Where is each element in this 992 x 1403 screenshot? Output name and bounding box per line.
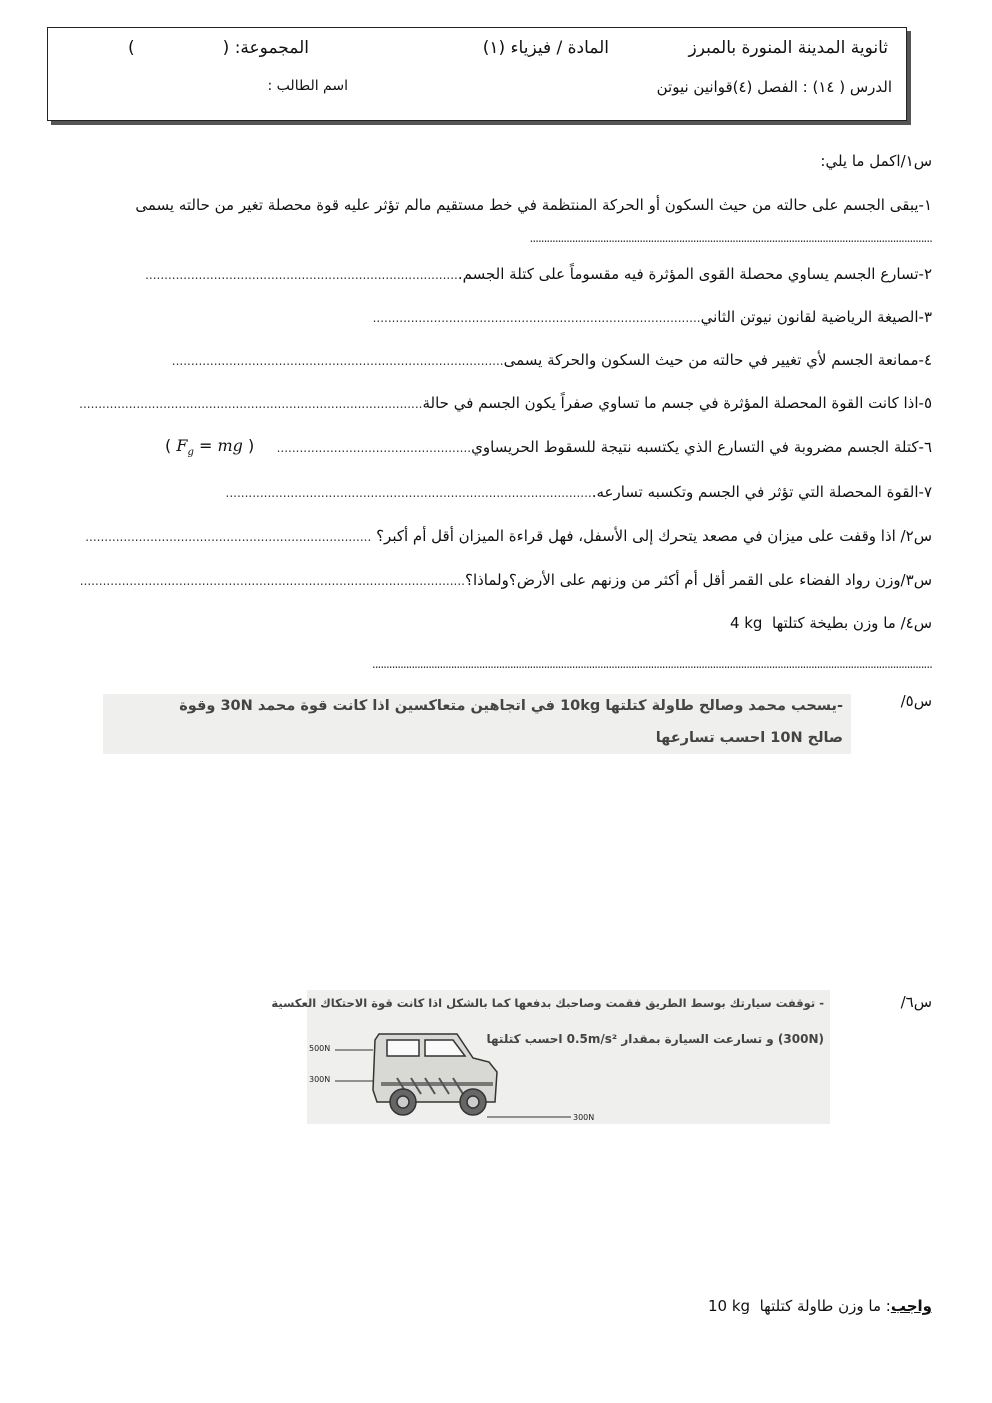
group-close: ) <box>128 38 135 58</box>
homework: واجب: ما وزن طاولة كتلتها 10 kg <box>707 1297 932 1315</box>
q1-title: س١/اكمل ما يلي: <box>820 152 932 170</box>
q4-answer-line: ....................................................................................................................................................................................................... <box>371 657 932 671</box>
q6-line-2: (300N) و تسارعت السيارة بمقدار 0.5m/s² احسب كتلتها <box>486 1032 824 1046</box>
q1-item-2: ٢-تسارع الجسم يساوي محصلة القوى المؤثرة فيه مقسوماً على كتلة الجسم................................................................................... <box>145 265 932 283</box>
q5-line-1: -يسحب محمد وصالح طاولة كتلتها 10kg في اتجاهين متعاكسين اذا كانت قوة محمد 30N وقوة <box>179 698 843 714</box>
q6-line-1: - توقفت سيارتك بوسط الطريق فقمت وصاحبك بدفعها كما بالشكل اذا كانت قوة الاحتكاك العكسية <box>271 996 824 1010</box>
q1-item-7: ٧-القوة المحصلة التي تؤثر في الجسم وتكسبه تسارعه................................................................................................. <box>225 483 932 501</box>
q5-line-2: صالح 10N احسب تسارعها <box>655 730 843 746</box>
q4-question: س٤/ ما وزن بطيخة كتلتها 4 kg <box>729 614 932 632</box>
q1-item-4: ٤-ممانعة الجسم لأي تغيير في حالته من حيث السكون والحركة يسمى....................................................................................... <box>171 351 932 369</box>
q1-item-5: ٥-اذا كانت القوة المحصلة المؤثرة في جسم ما تساوي صفراً يكون الجسم في حالة.......................................................................................... <box>79 394 932 412</box>
q5-label: س٥/ <box>900 692 932 710</box>
school-name: ثانوية المدينة المنورة بالمبرز <box>688 38 888 58</box>
q5-scanned-question <box>103 694 851 754</box>
student-name-label: اسم الطالب : <box>267 78 348 94</box>
q6-label: س٦/ <box>900 993 932 1011</box>
group-label: المجموعة: ( <box>222 38 309 58</box>
q3-question: س٣/وزن رواد الفضاء على القمر أقل أم أكثر من وزنهم على الأرض؟ولماذا؟..................................................................................................... <box>79 571 932 589</box>
q1-item-1: ١-يبقى الجسم على حالته من حيث السكون أو الحركة المنتظمة في خط مستقيم مالم تؤثر عليه قوة محصلة تغير من حالته يسمى <box>135 196 932 214</box>
force-label-500n: 500N <box>309 1044 331 1053</box>
q1-item-1-blank: ............................................................................................................................................... <box>529 231 932 245</box>
q1-item-3: ٣-الصيغة الرياضية لقانون نيوتن الثاني...................................................................................... <box>372 308 932 326</box>
car-diagram <box>307 990 830 1124</box>
q2-question: س٢/ اذا وقفت على ميزان في مصعد يتحرك إلى الأسفل، فهل قراءة الميزان أقل أم أكبر؟ ........................................................................... <box>85 527 932 545</box>
car-icon <box>373 1034 497 1115</box>
homework-label: واجب <box>890 1297 932 1315</box>
q1-item-6: ٦-كتلة الجسم مضروبة في التسارع الذي يكتسبه نتيجة للسقوط الحريساوي................................................... <box>276 438 932 456</box>
header-box <box>47 27 907 121</box>
subject-label: المادة / فيزياء (١) <box>482 38 609 58</box>
q1-item-6-formula: ( $F_g$ = mg ) <box>165 436 255 459</box>
lesson-label: الدرس ( ١٤) : الفصل (٤)قوانين نيوتن <box>656 78 892 96</box>
force-label-300n-friction: 300N <box>573 1113 595 1122</box>
q6-scanned-question <box>271 990 830 1124</box>
force-label-300n-push: 300N <box>309 1075 331 1084</box>
